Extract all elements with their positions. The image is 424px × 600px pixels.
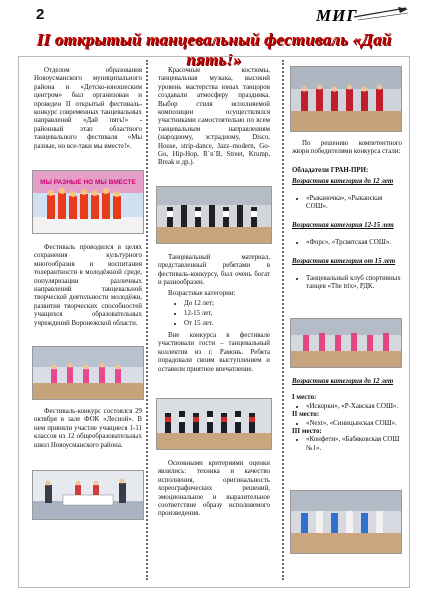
- column-2-top: [158, 67, 270, 168]
- photo-gym-girls: [290, 318, 402, 368]
- photo-stage-dancers: [32, 170, 144, 234]
- place-label: I место:: [292, 394, 317, 402]
- column-1-middle: [34, 244, 142, 328]
- column-2-middle: [158, 254, 270, 374]
- winner-list: [292, 195, 402, 212]
- column-1-top: [34, 67, 142, 151]
- column-1-bottom: [34, 408, 142, 450]
- winner-item: • «Искорки», «Р-Хавская СОШ».: [306, 403, 402, 411]
- category-heading: Возрастная категория до 12 лет: [292, 178, 394, 186]
- winner-item: • «Форс», «Трсвятская СОШ».: [306, 239, 402, 247]
- grand-prix-heading: Обладатели ГРАН-ПРИ:: [292, 166, 369, 174]
- banner-text: МЫ РАЗНЫЕ НО МЫ ВМЕСТЕ: [40, 179, 136, 186]
- winner-item: • Танцевальный клуб спортивных танцев «The trix», РДК.: [306, 275, 402, 292]
- criteria-paragraph: Основными критериями оценки являлись: техника и качество исполнения, оригинальность хореографических решений, эмоциональное и выразительное соответствие образу исполняемого произведения.: [158, 460, 270, 518]
- category-heading: Возрастная категория до 12 лет: [292, 378, 394, 385]
- column-2-bottom: [158, 460, 270, 519]
- list-item: • От 15 лет.: [184, 320, 270, 328]
- winner-item: • «Рыканочка», «Рыканская СОШ».: [306, 195, 402, 212]
- winner-list: [292, 239, 402, 247]
- column-divider-1: [146, 60, 148, 580]
- photo-dancers-red-white: [156, 398, 272, 450]
- photo-red-costumes: [290, 66, 402, 132]
- list-item: • До 12 лет;: [184, 300, 270, 308]
- photo-gym-performance: [32, 346, 144, 400]
- goals-paragraph: Фестиваль проводился в целях сохранения культурного многообразия и воспитания толерантности в молодёжной среде, популяризации различных направлений танцевальной творческой деятельности молодёжи, развития творческих способностей учащихся образовательных учреждений Воронежской области.: [34, 244, 142, 327]
- atmosphere-paragraph: Красочные костюмы, танцевальная музыка, высокий уровень мастерства юных танцоров создавали атмосферу праздника. Выбор стиля исполняемой композиции осуществлялся участниками самостоятельно по всем танцевальным направлениям (народному, эстрадному, Disco, House, strip-dance, Jazz–modern, Go-Go, Hip-Hop, R`n`B, Street, Krump, Break и др.).: [158, 67, 270, 167]
- column-3-places: [292, 378, 402, 453]
- list-item: • 12-15 лет,: [184, 310, 270, 318]
- page-number: 2: [36, 6, 45, 23]
- logo-swoosh: [354, 8, 406, 17]
- venue-paragraph: Фестиваль-конкурс состоялся 29 октября в зале ФОК «Лесной». В нем приняли участие учащиеся 1-11 классов из 12 общеобразовательных школ Новоусманского района.: [34, 408, 142, 449]
- categories-label: Возрастные категории:: [168, 289, 236, 297]
- age-categories-list: [158, 300, 270, 328]
- category-heading: Возрастная категория 12-15 лет: [292, 222, 394, 230]
- guests-paragraph: Вне конкурса в фестивале участвовали гости – танцевальный коллектив из г. Рамонь. Ребята порадовали своим выступлением и оставили приятное впечатление.: [158, 332, 270, 373]
- photo-final-dance: [290, 490, 402, 554]
- jury-intro: По решению компетентного жюри победителями конкурса стали:: [292, 140, 402, 156]
- material-paragraph: Танцевальный материал, представленный ребятами в фестиваль-конкурсу, был очень богат и разнообразен.: [158, 254, 270, 287]
- winner-list: [292, 403, 402, 411]
- logo-text: МИГ: [316, 6, 358, 25]
- logo-swoosh-thin: [358, 13, 408, 20]
- newspaper-logo: [314, 4, 410, 26]
- photo-group-dance: [156, 186, 272, 244]
- photo-jury-table: [32, 470, 144, 520]
- intro-paragraph: Отделом образования Новоусманского муниципального района и «Детско-юношеским центром» был организован и проведен II открытый фестиваль-конкурс современных танцевальных направлений «Дай пять!» - районный этап областного танцевального фестиваля «Мы разные, но все-таки мы вместе!».: [34, 67, 142, 150]
- place-label: III место:: [292, 428, 322, 436]
- category-heading: Возрастная категория от 15 лет: [292, 258, 396, 266]
- place-label: II место:: [292, 411, 320, 419]
- column-3-results: [292, 140, 402, 291]
- column-divider-2: [282, 60, 284, 580]
- winner-list: [292, 436, 402, 453]
- page-headline: II открытый танцевальный фестиваль «Дай пять!»: [36, 30, 392, 69]
- winner-list: [292, 275, 402, 292]
- winner-item: • «Next», «Синицынская СОШ».: [306, 420, 402, 428]
- winner-item: • «Конфети», «Бабяковская СОШ №1».: [306, 436, 402, 453]
- winner-list: [292, 420, 402, 428]
- paper-plane-icon: [398, 7, 408, 13]
